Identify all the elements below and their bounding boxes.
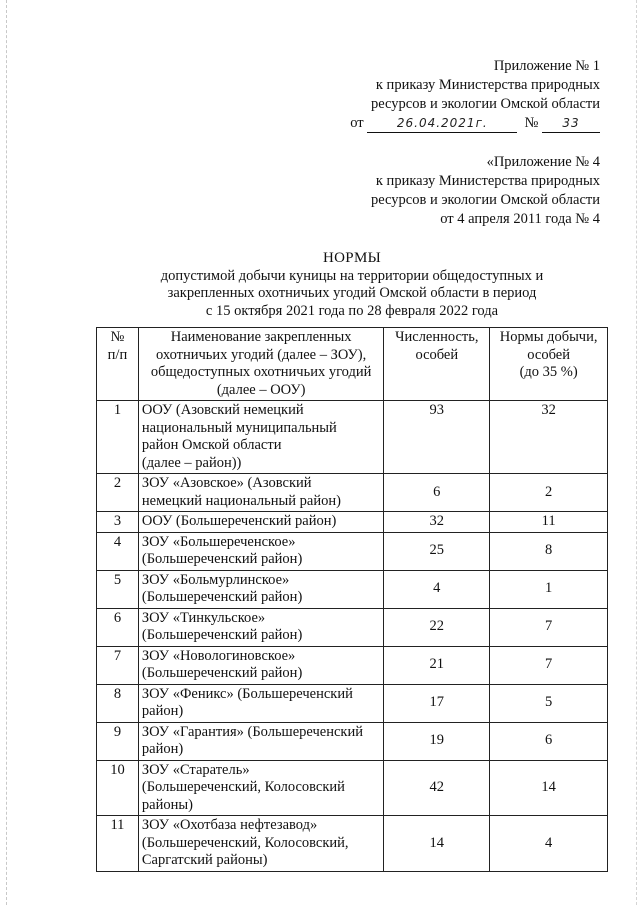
table-row (97, 608, 608, 646)
hunting-ground-name (138, 401, 383, 474)
header-count-line: Численность, (395, 329, 479, 345)
hunting-ground-name-line: ООУ (Большереченский район) (141, 513, 337, 529)
hunting-ground-name-line: ЗОУ «Охотбаза нефтезавод» (141, 817, 318, 833)
hunting-ground-name (138, 570, 383, 608)
table-row (97, 570, 608, 608)
harvest-norm: 7 (490, 608, 608, 646)
harvest-norm: 14 (490, 760, 608, 816)
norms-table (96, 327, 608, 872)
hunting-ground-name-line: Саргатский районы) (141, 852, 268, 868)
population-count: 25 (384, 532, 490, 570)
title-line: закрепленных охотничьих угодий Омской области в период (167, 285, 537, 301)
header-norm-line: (до 35 %) (519, 364, 578, 380)
hunting-ground-name (138, 474, 383, 512)
population-count: 93 (384, 401, 490, 474)
header-count (384, 328, 490, 401)
row-number: 6 (97, 608, 139, 646)
number-prefix: № (524, 115, 539, 131)
harvest-norm: 32 (490, 401, 608, 474)
table-row (97, 760, 608, 816)
appendix-4-line: ресурсов и экологии Омской области (371, 192, 600, 208)
population-count: 14 (384, 816, 490, 872)
population-count: 4 (384, 570, 490, 608)
population-count: 42 (384, 760, 490, 816)
harvest-norm: 8 (490, 532, 608, 570)
table-row (97, 512, 608, 533)
harvest-norm: 2 (490, 474, 608, 512)
page-edge-right (636, 0, 637, 905)
hunting-ground-name-line: ЗОУ «Больмурлинское» (141, 571, 290, 588)
appendix-4-line: «Приложение № 4 (486, 154, 600, 170)
title-line: с 15 октября 2021 года по 28 февраля 2022 года (205, 302, 499, 319)
hunting-ground-name-line: ЗОУ «Тинкульское» (141, 609, 266, 626)
title-heading: НОРМЫ (323, 250, 381, 266)
hunting-ground-name-line: немецкий национальный район) (141, 492, 341, 509)
appendix-4-line: к приказу Министерства природных (375, 173, 600, 189)
hunting-ground-name-line: ЗОУ «Большереченское» (141, 533, 296, 550)
page-edge-left (6, 0, 7, 905)
header-norm-line: особей (527, 346, 570, 363)
appendix-1-block (350, 57, 600, 133)
appendix-1-line: Приложение № 1 (493, 58, 600, 74)
hunting-ground-name (138, 532, 383, 570)
hunting-ground-name-line: ЗОУ «Азовское» (Азовский (141, 475, 312, 491)
table-row (97, 532, 608, 570)
harvest-norm: 5 (490, 684, 608, 722)
hunting-ground-name (138, 608, 383, 646)
table-row (97, 722, 608, 760)
harvest-norm: 11 (490, 512, 608, 533)
population-count: 17 (384, 684, 490, 722)
order-number-handwritten: 33 (562, 116, 580, 130)
header-num-line: № (110, 329, 125, 345)
hunting-ground-name-line: район Омской области (141, 437, 282, 453)
row-number: 11 (97, 816, 139, 872)
harvest-norm: 7 (490, 646, 608, 684)
population-count: 22 (384, 608, 490, 646)
population-count: 32 (384, 512, 490, 533)
harvest-norm: 4 (490, 816, 608, 872)
order-date-handwritten: 26.04.2021г. (396, 116, 488, 130)
hunting-ground-name-line: (Большереченский район) (141, 551, 303, 567)
appendix-1-line: ресурсов и экологии Омской области (371, 96, 600, 112)
population-count: 21 (384, 646, 490, 684)
hunting-ground-name (138, 684, 383, 722)
header-num-line: п/п (107, 346, 128, 363)
order-date-field (367, 115, 517, 133)
header-name-line: Наименование закрепленных (170, 329, 352, 345)
row-number: 10 (97, 760, 139, 816)
table-row (97, 816, 608, 872)
header-name-line: (далее – ООУ) (216, 381, 306, 398)
header-count-line: особей (415, 346, 459, 363)
table-row (97, 401, 608, 474)
table-header-row (97, 328, 608, 401)
hunting-ground-name (138, 760, 383, 816)
hunting-ground-name-line: (Большереченский, Колосовский, (141, 834, 349, 851)
hunting-ground-name-line: (Большереченский район) (141, 627, 303, 643)
hunting-ground-name-line: национальный муниципальный (141, 419, 337, 436)
appendix-1-line: к приказу Министерства природных (375, 77, 600, 93)
population-count: 6 (384, 474, 490, 512)
row-number: 4 (97, 532, 139, 570)
appendix-1-date-line (350, 114, 600, 133)
header-norm-line: Нормы добычи, (499, 329, 598, 345)
hunting-ground-name-line: ЗОУ «Феникс» (Большереченский (141, 685, 353, 702)
table-row (97, 684, 608, 722)
hunting-ground-name-line: ЗОУ «Новологиновское» (141, 647, 296, 664)
header-name (138, 328, 383, 401)
population-count: 19 (384, 722, 490, 760)
hunting-ground-name (138, 816, 383, 872)
row-number: 2 (97, 474, 139, 512)
table-row (97, 646, 608, 684)
row-number: 5 (97, 570, 139, 608)
header-num (97, 328, 139, 401)
hunting-ground-name-line: ЗОУ «Старатель» (141, 761, 250, 778)
harvest-norm: 1 (490, 570, 608, 608)
hunting-ground-name-line: (Большереченский, Колосовский (141, 779, 345, 795)
hunting-ground-name-line: ООУ (Азовский немецкий (141, 402, 304, 418)
row-number: 3 (97, 512, 139, 533)
table-row (97, 474, 608, 512)
hunting-ground-name-line: районы) (141, 796, 193, 813)
appendix-4-block (371, 153, 600, 229)
table-body (97, 401, 608, 872)
header-name-line: охотничьих угодий (далее – ЗОУ), (155, 346, 367, 363)
header-norm (490, 328, 608, 401)
header-name-line: общедоступных охотничьих угодий (150, 364, 372, 380)
row-number: 7 (97, 646, 139, 684)
row-number: 8 (97, 684, 139, 722)
hunting-ground-name-line: (Большереченский район) (141, 589, 303, 605)
row-number: 1 (97, 401, 139, 474)
appendix-4-line: от 4 апреля 2011 года № 4 (440, 211, 600, 227)
hunting-ground-name-line: (Большереченский район) (141, 665, 303, 681)
hunting-ground-name (138, 722, 383, 760)
hunting-ground-name-line: район) (141, 703, 184, 719)
date-prefix: от (350, 115, 364, 131)
hunting-ground-name (138, 512, 383, 533)
hunting-ground-name-line: район) (141, 741, 184, 757)
hunting-ground-name (138, 646, 383, 684)
hunting-ground-name-line: ЗОУ «Гарантия» (Большереченский (141, 723, 363, 740)
title-line: допустимой добычи куницы на территории общедоступных и (160, 267, 544, 284)
hunting-ground-name-line: (далее – район)) (141, 454, 242, 471)
order-number-field (542, 115, 600, 133)
document-title (96, 250, 608, 320)
row-number: 9 (97, 722, 139, 760)
harvest-norm: 6 (490, 722, 608, 760)
